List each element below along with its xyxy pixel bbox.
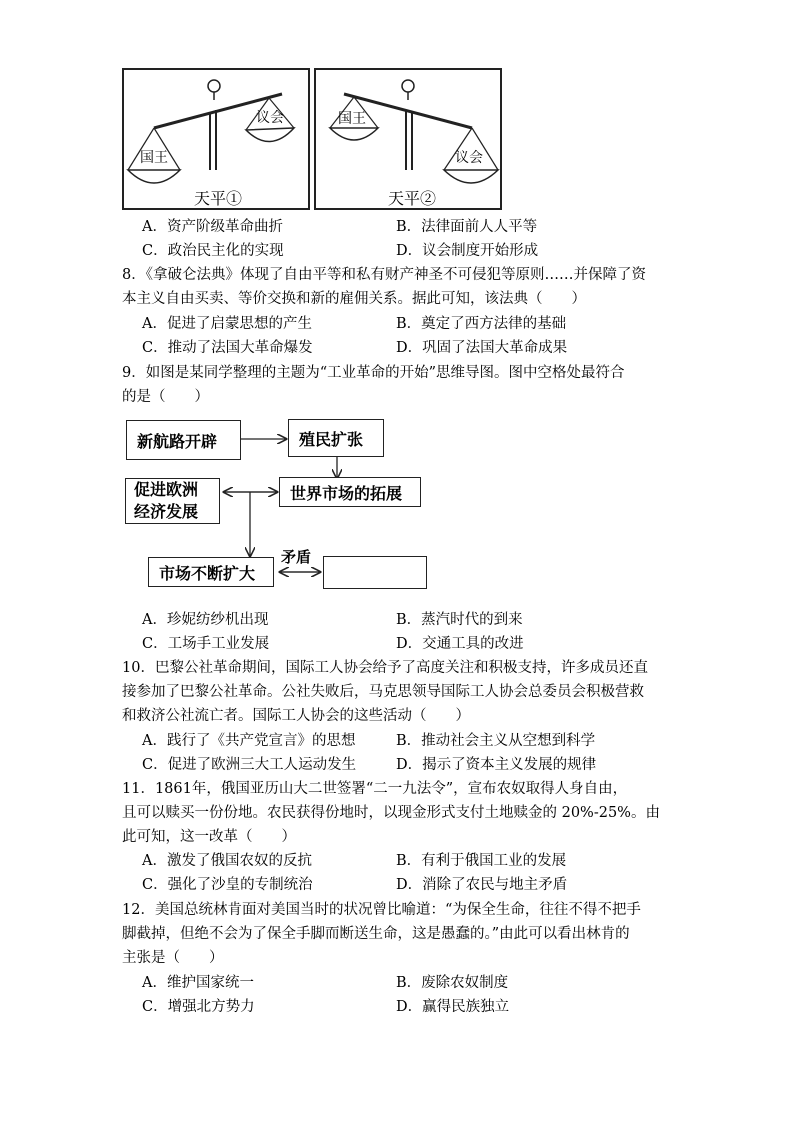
mindmap-arrow-label: 矛盾 [281,548,312,566]
scale-figure-left [122,68,310,210]
q9-stem-line1: 9．如图是某同学整理的主题为“工业革命的开始”思维导图。图中空格处最符合 [122,365,625,381]
mindmap-box-label-line1: 促进欧洲 [134,480,199,499]
q11-option-d[interactable]: D．消除了农民与地主矛盾 [396,877,568,893]
mindmap-box-colonial-expansion [288,419,384,457]
q12-option-a[interactable]: A．维护国家统一 [142,975,254,991]
balance-scale-illustration-left [124,70,308,208]
q12-option-b[interactable]: B．废除农奴制度 [396,975,509,991]
q8-stem-line2: 本主义自由买卖、等价交换和新的雇佣关系。据此可知，该法典（ ） [122,291,586,307]
scale-right-pan-label: 议会 [455,150,483,166]
scale-right-pan-label: 议会 [256,110,284,126]
scale-caption: 天平① [193,189,243,208]
q8-stem-line1: 8．《拿破仑法典》体现了自由平等和私有财产神圣不可侵犯等原则……并保障了资 [122,267,646,283]
q11-option-a[interactable]: A．激发了俄国农奴的反抗 [142,853,312,869]
mindmap-box-label: 新航路开辟 [137,431,218,451]
mindmap-box-label-line2: 经济发展 [134,502,199,521]
q11-stem-line2: 且可以赎买一份份地。农民获得份地时，以现金形式支付土地赎金的 20%-25%。由 [122,805,660,821]
q10-option-d[interactable]: D．揭示了资本主义发展的规律 [396,757,597,773]
mindmap-blank-answer-box[interactable] [323,556,427,589]
q8-option-d[interactable]: D．巩固了法国大革命成果 [396,340,568,356]
q10-option-c[interactable]: C．促进了欧洲三大工人运动发生 [142,757,357,773]
q12-stem-line3: 主张是（ ） [122,950,224,966]
q7-option-d[interactable]: D．议会制度开始形成 [396,243,539,259]
q8-option-a[interactable]: A．促进了启蒙思想的产生 [142,316,312,332]
q12-stem-line1: 12．美国总统林肯面对美国当时的状况曾比喻道：“为保全生命，往往不得不把手 [122,902,641,918]
q7-option-a[interactable]: A．资产阶级革命曲折 [142,219,283,235]
scale-caption: 天平② [387,189,437,208]
q8-option-b[interactable]: B．奠定了西方法律的基础 [396,316,567,332]
mindmap-box-new-route [126,420,241,460]
mindmap-box-europe-economy [125,478,220,524]
q10-stem-line3: 和救济公社流亡者。国际工人协会的这些活动（ ） [122,708,470,724]
mindmap-box-world-market [279,477,421,507]
q10-stem-line1: 10．巴黎公社革命期间，国际工人协会给予了高度关注和积极支持，许多成员还直 [122,660,648,676]
q9-option-b[interactable]: B．蒸汽时代的到来 [396,612,523,628]
q12-stem-line2: 脚截掉，但绝不会为了保全手脚而断送生命，这是愚蠢的。”由此可以看出林肯的 [122,926,630,942]
balance-scale-illustration-right [316,70,500,208]
q11-option-b[interactable]: B．有利于俄国工业的发展 [396,853,567,869]
q10-stem-line2: 接参加了巴黎公社革命。公社失败后，马克思领导国际工人协会总委员会积极营救 [122,684,644,700]
mindmap-box-market-expansion [148,557,274,587]
q8-option-c[interactable]: C．推动了法国大革命爆发 [142,340,313,356]
q7-option-c[interactable]: C．政治民主化的实现 [142,243,284,259]
scale-left-pan-label: 国王 [338,111,366,127]
mindmap-box-label: 殖民扩张 [299,429,364,449]
q11-stem-line3: 此可知，这一改革（ ） [122,829,296,845]
q11-stem-line1: 11．1861年，俄国亚历山大二世签署“二一九法令”，宣布农奴取得人身自由， [122,781,628,797]
mindmap-box-label: 市场不断扩大 [159,563,256,583]
q12-option-c[interactable]: C．增强北方势力 [142,999,255,1015]
q9-option-a[interactable]: A．珍妮纺纱机出现 [142,612,269,628]
mindmap-box-label: 世界市场的拓展 [290,483,403,503]
q11-option-c[interactable]: C．强化了沙皇的专制统治 [142,877,313,893]
q12-option-d[interactable]: D．赢得民族独立 [396,999,510,1015]
q7-option-b[interactable]: B．法律面前人人平等 [396,219,538,235]
q9-option-d[interactable]: D．交通工具的改进 [396,636,524,652]
q10-option-b[interactable]: B．推动社会主义从空想到科学 [396,733,596,749]
q9-stem-line2: 的是（ ） [122,389,209,405]
scale-figure-right [314,68,502,210]
q9-option-c[interactable]: C．工场手工业发展 [142,636,270,652]
q10-option-a[interactable]: A．践行了《共产党宣言》的思想 [142,733,356,749]
scale-left-pan-label: 国王 [140,150,168,166]
